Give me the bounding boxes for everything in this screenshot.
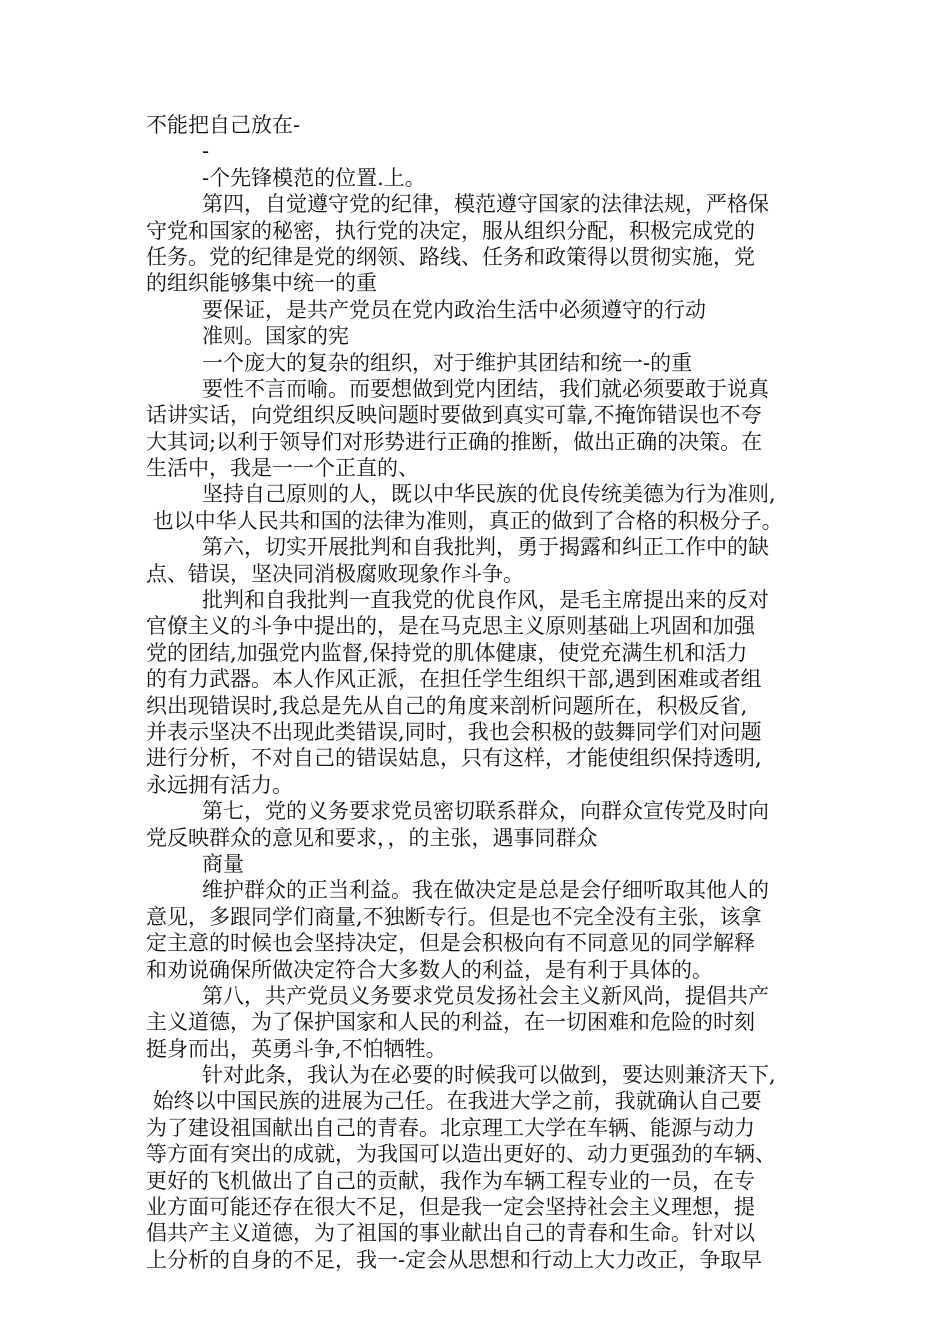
text-line: 守党和国家的秘密，执行党的决定，服从组织分配，积极完成党的 [146, 218, 755, 243]
text-line: 并表示坚决不出现此类错误,同时，我也会积极的鼓舞同学们对问题 [146, 719, 762, 744]
text-line: 要保证，是共产党员在党内政治生活中必须遵守的行动 [202, 297, 706, 322]
text-line: 业方面可能还存在很大不足，但是我一定会坚持社会主义理想，提 [146, 1195, 755, 1220]
text-line: 更好的飞机做出了自己的贡献，我作为车辆工程专业的一员，在专 [146, 1168, 755, 1193]
text-line: 任务。党的纪律是党的纲领、路线、任务和政策得以贯彻实施，党 [146, 244, 755, 269]
text-line: 要性不言而喻。而要想做到党内团结，我们就必须要敢于说真 [202, 376, 769, 401]
text-line: 准则。国家的宪 [202, 324, 349, 349]
text-line: 的组织能够集中统一的重 [146, 271, 377, 296]
text-line: 等方面有突出的成就，为我国可以造出更好的、动力更强劲的车辆、 [146, 1142, 776, 1167]
text-line: 第七，党的义务要求党员密切联系群众，向群众宣传党及时向 [202, 799, 769, 824]
text-line: 维护群众的正当利益。我在做决定是总是会仔细听取其他人的 [202, 878, 769, 903]
text-line: 官僚主义的斗争中提出的，是在马克思主义原则基础上巩固和加强 [146, 614, 755, 639]
text-line: 挺身而出，英勇斗争,不怕牺牲。 [146, 1036, 447, 1061]
document-body-text [146, 112, 826, 1273]
text-line: 主义道德，为了保护国家和人民的利益，在一切困难和危险的时刻 [146, 1010, 755, 1035]
text-line: 针对此条，我认为在必要的时候我可以做到，要达则兼济天下, [202, 1063, 776, 1088]
text-line: - [202, 139, 210, 164]
text-line: 上分析的自身的不足，我一-定会从思想和行动上大力改正，争取早 [146, 1247, 763, 1272]
text-line: 不能把自己放在- [146, 113, 301, 137]
text-line: 一个庞大的复杂的组织，对于维护其团结和统一-的重 [202, 350, 693, 375]
text-line: 定主意的时候也会坚持决定，但是会积极向有不同意见的同学解释 [146, 931, 755, 956]
text-line: 意见，多跟同学们商量,不独断专行。但是也不完全没有主张，该拿 [146, 904, 762, 929]
text-line: 进行分析，不对自己的错误姑息，只有这样，才能使组织保持透明, [146, 746, 762, 771]
text-line: 商量 [202, 851, 244, 876]
text-line: 的有力武器。本人作风正派，在担任学生组织干部,遇到困难或者组 [146, 667, 762, 692]
text-line: 为了建设祖国献出自己的青春。北京理工大学在车辆、能源与动力 [146, 1115, 755, 1140]
text-line: 始终以中国民族的进展为己任。在我进大学之前，我就确认自己要 [146, 1089, 762, 1114]
text-line: 党反映群众的意见和要求，，的主张，遇事同群众 [146, 825, 598, 850]
text-line: 永远拥有活力。 [146, 772, 293, 797]
text-line: -个先锋模范的位置.上。 [202, 165, 426, 190]
text-line: 话讲实话，向党组织反映问题时要做到真实可靠,不掩饰错误也不夸 [146, 403, 762, 428]
text-line: 点、错误，坚决同消极腐败现象作斗争。 [146, 561, 524, 586]
text-line: 坚持自己原则的人，既以中华民族的优良传统美德为行为准则, [202, 482, 776, 507]
text-line: 也以中华人民共和国的法律为准则，真正的做到了合格的积极分子。 [146, 508, 783, 533]
text-line: 批判和自我批判一直我党的优良作风，是毛主席提出来的反对 [202, 588, 769, 613]
text-line: 党的团结,加强党内监督,保持党的肌体健康，使党充满生机和活力 [146, 640, 748, 665]
text-line: 大其词;以利于领导们对形势进行正确的推断，做出正确的决策。在 [146, 429, 763, 454]
text-line: 第四，自觉遵守党的纪律，模范遵守国家的法律法规，严格保 [202, 192, 769, 217]
text-line: 第八，共产党员义务要求党员发扬社会主义新风尚，提倡共产 [202, 983, 769, 1008]
text-line: 第六，切实开展批判和自我批判，勇于揭露和纠正工作中的缺 [202, 535, 769, 560]
text-line: 倡共产主义道德，为了祖国的事业献出自己的青春和生命。针对以 [146, 1221, 755, 1246]
text-line: 和劝说确保所做决定符合大多数人的利益，是有利于具体的。 [146, 957, 713, 982]
text-line: 生活中，我是一一个正直的、 [146, 456, 419, 481]
text-line: 织出现错误时,我总是先从自己的角度来剖析问题所在，积极反省, [146, 693, 748, 718]
